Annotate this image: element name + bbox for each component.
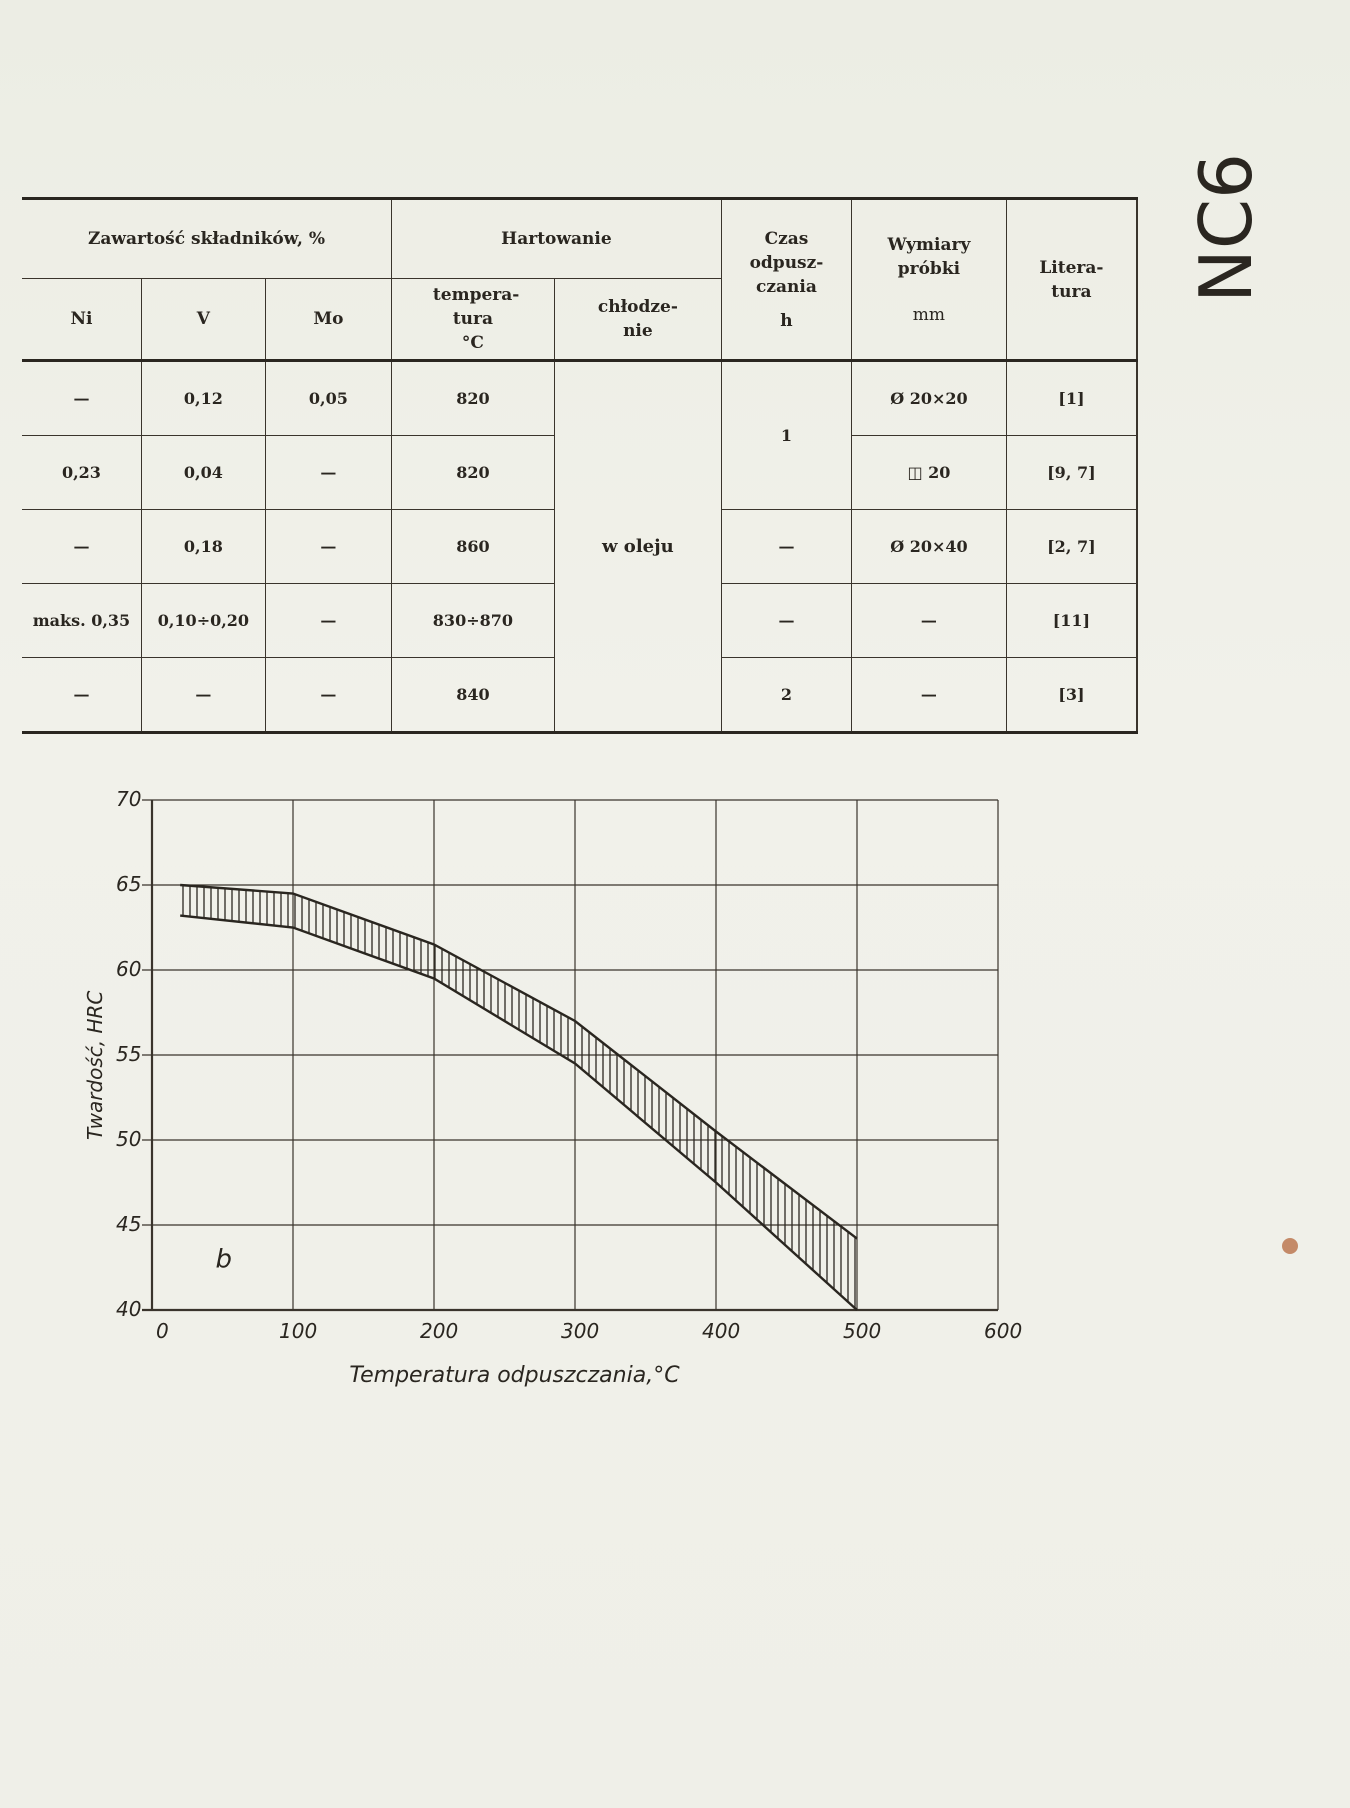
time-cell: —	[721, 584, 851, 658]
mo-cell: —	[265, 510, 391, 584]
x-tick-label: 400	[702, 1319, 741, 1343]
tempering-time-unit: h	[780, 310, 793, 331]
v-cell: —	[141, 658, 265, 733]
x-axis-label: Temperatura odpuszczania,°C	[349, 1363, 680, 1388]
tempering-time-header	[721, 199, 851, 361]
steel-grade-code: NC6	[1184, 153, 1268, 303]
y-tick-label: 65	[116, 872, 142, 896]
dims-cell: Ø 20×20	[852, 361, 1007, 436]
temp-cell: 820	[391, 436, 554, 510]
x-tick-label: 300	[561, 1319, 600, 1343]
v-cell: 0,12	[141, 361, 265, 436]
literature-label: Litera-tura	[1039, 257, 1104, 302]
specimen-dims-header	[852, 199, 1007, 361]
table-row	[22, 361, 1137, 436]
dims-cell: ◫ 20	[852, 436, 1007, 510]
v-cell: 0,18	[141, 510, 265, 584]
tempering-time-label: Czas odpusz-czania	[749, 228, 824, 297]
cooling-label: chłodze-nie	[597, 297, 678, 341]
mo-cell: —	[265, 436, 391, 510]
specimen-dims-label: Wymiary próbki	[887, 234, 971, 279]
temp-cell: 830÷870	[391, 584, 554, 658]
ni-cell: maks. 0,35	[22, 584, 141, 658]
y-tick-label: 70	[116, 787, 142, 811]
hardness-band	[180, 885, 857, 1310]
ni-cell: 0,23	[22, 436, 141, 510]
hardening-table	[22, 197, 1138, 734]
ni-cell: —	[22, 510, 141, 584]
composition-header: Zawartość składników, %	[22, 199, 391, 279]
x-tick-label: 0	[156, 1319, 169, 1343]
v-cell: 0,04	[141, 436, 265, 510]
lit-cell: [3]	[1006, 658, 1137, 733]
x-tick-label: 500	[843, 1319, 882, 1343]
time-cell: —	[721, 510, 851, 584]
mo-cell: —	[265, 658, 391, 733]
temp-cell: 860	[391, 510, 554, 584]
cooling-cell: w oleju	[554, 361, 721, 733]
cooling-header	[554, 279, 721, 361]
temp-cell: 820	[391, 361, 554, 436]
dims-cell: Ø 20×40	[852, 510, 1007, 584]
mo-header: Mo	[265, 279, 391, 361]
lit-cell: [1]	[1006, 361, 1137, 436]
ni-header: Ni	[22, 279, 141, 361]
mo-cell: —	[265, 584, 391, 658]
paper-stain	[1282, 1238, 1298, 1254]
y-axis-label: Twardość, HRC	[83, 990, 107, 1140]
y-tick-label: 45	[116, 1212, 142, 1236]
dims-cell: —	[852, 658, 1007, 733]
ni-cell: —	[22, 361, 141, 436]
y-axis-ticks	[116, 787, 141, 1321]
temp-cell: 840	[391, 658, 554, 733]
hardness-chart	[70, 780, 1050, 1400]
hardening-header: Hartowanie	[391, 199, 721, 279]
temperature-label: tempera-tura	[432, 285, 520, 329]
v-header: V	[141, 279, 265, 361]
lower-curve	[180, 916, 857, 1310]
temperature-unit: °C	[461, 333, 484, 353]
y-tick-label: 60	[116, 957, 142, 981]
x-tick-label: 200	[420, 1319, 459, 1343]
chart-annotation: b	[215, 1244, 232, 1275]
lit-cell: [11]	[1006, 584, 1137, 658]
dims-cell: —	[852, 584, 1007, 658]
x-axis-ticks	[156, 1319, 1022, 1343]
lit-cell: [2, 7]	[1006, 510, 1137, 584]
hatched-area	[180, 885, 857, 1310]
v-cell: 0,10÷0,20	[141, 584, 265, 658]
y-tick-label: 50	[116, 1127, 142, 1151]
x-tick-label: 600	[984, 1319, 1023, 1343]
literature-header	[1006, 199, 1137, 361]
y-tick-label: 40	[116, 1297, 142, 1321]
mo-cell: 0,05	[265, 361, 391, 436]
time-cell: 2	[721, 658, 851, 733]
y-tick-label: 55	[116, 1042, 142, 1066]
ni-cell: —	[22, 658, 141, 733]
lit-cell: [9, 7]	[1006, 436, 1137, 510]
x-tick-label: 100	[279, 1319, 318, 1343]
time-cell: 1	[721, 361, 851, 510]
specimen-dims-unit: mm	[912, 304, 946, 325]
temperature-header	[391, 279, 554, 361]
